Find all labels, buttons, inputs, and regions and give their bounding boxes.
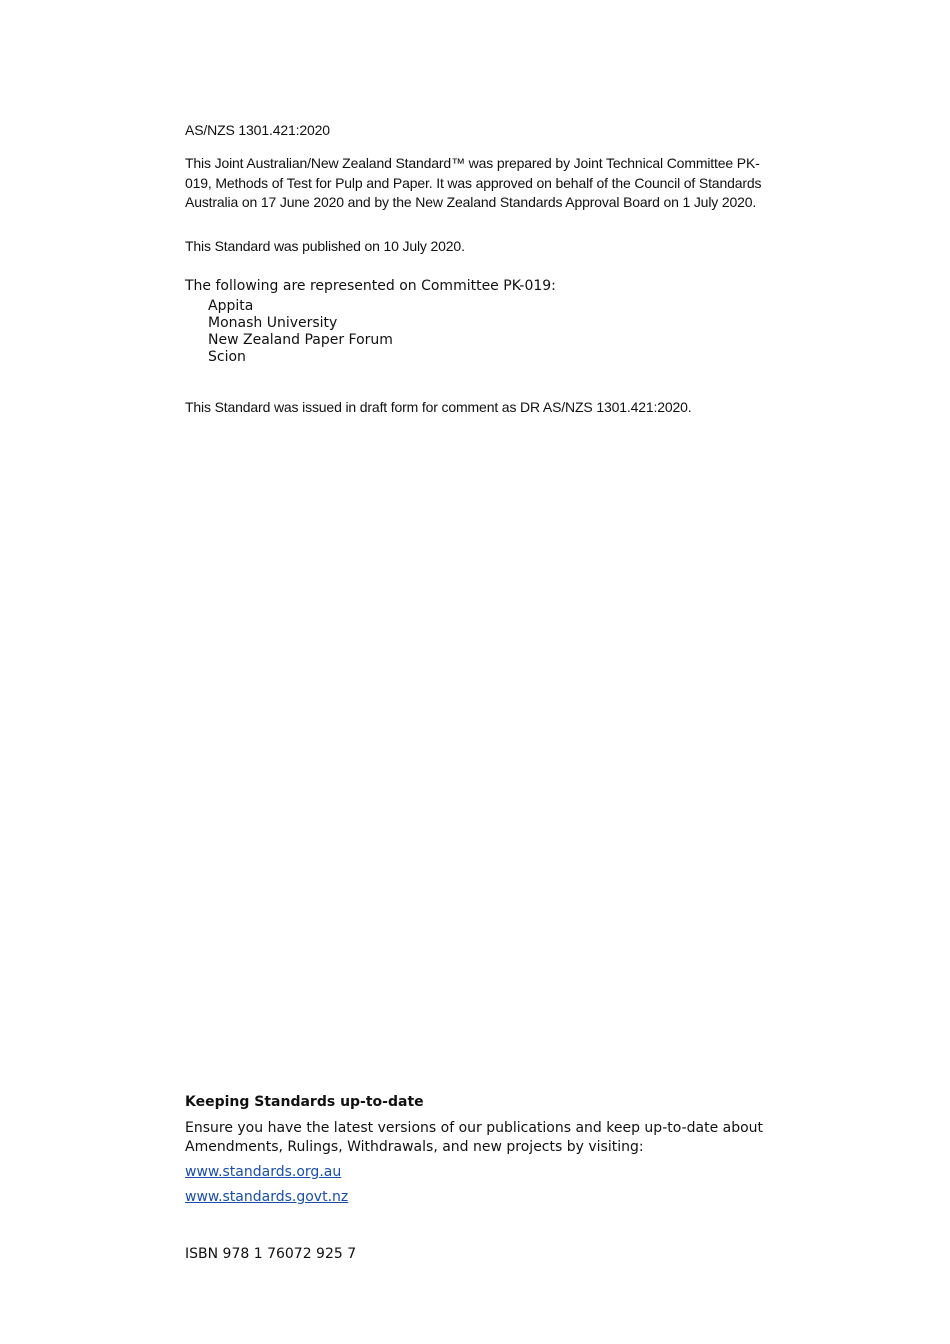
designation-text: AS/NZS 1301.421:2020 xyxy=(185,122,330,138)
standards-au-link[interactable]: www.standards.org.au xyxy=(185,1164,342,1180)
committee-members-list xyxy=(208,298,775,366)
committee-member: Monash University xyxy=(208,315,338,331)
preparation-text: This Joint Australian/New Zealand Standard™ was prepared by Joint Technical Committee PK-019, Methods of Test for Pulp and Paper. It was approved on behalf of the Council of Standards Australia on 17 June 2020 and by the New Zealand Standards Approval Board on 1 July 2020. xyxy=(185,155,762,210)
draft-text: This Standard was issued in draft form for comment as DR AS/NZS 1301.421:2020. xyxy=(185,399,692,415)
isbn-text: ISBN 978 1 76072 925 7 xyxy=(185,1246,357,1262)
committee-member: New Zealand Paper Forum xyxy=(208,332,393,348)
link-row xyxy=(185,1163,775,1182)
updates-section xyxy=(185,1093,775,1207)
publication-text: This Standard was published on 10 July 2020. xyxy=(185,238,465,254)
standard-designation xyxy=(185,121,775,141)
preparation-statement xyxy=(185,154,775,213)
isbn xyxy=(185,1246,775,1263)
standards-nz-link[interactable]: www.standards.govt.nz xyxy=(185,1189,349,1205)
updates-body: Ensure you have the latest versions of our publications and keep up-to-date about Amendments, Rulings, Withdrawals, and new projects by visiting: xyxy=(185,1120,764,1155)
publication-statement xyxy=(185,237,775,257)
committee-member: Appita xyxy=(208,298,254,314)
link-row xyxy=(185,1188,775,1207)
committee-section xyxy=(185,278,775,366)
draft-statement xyxy=(185,398,775,418)
updates-heading: Keeping Standards up-to-date xyxy=(185,1094,424,1110)
committee-member: Scion xyxy=(208,349,246,365)
committee-intro: The following are represented on Committee PK-019: xyxy=(185,278,556,294)
